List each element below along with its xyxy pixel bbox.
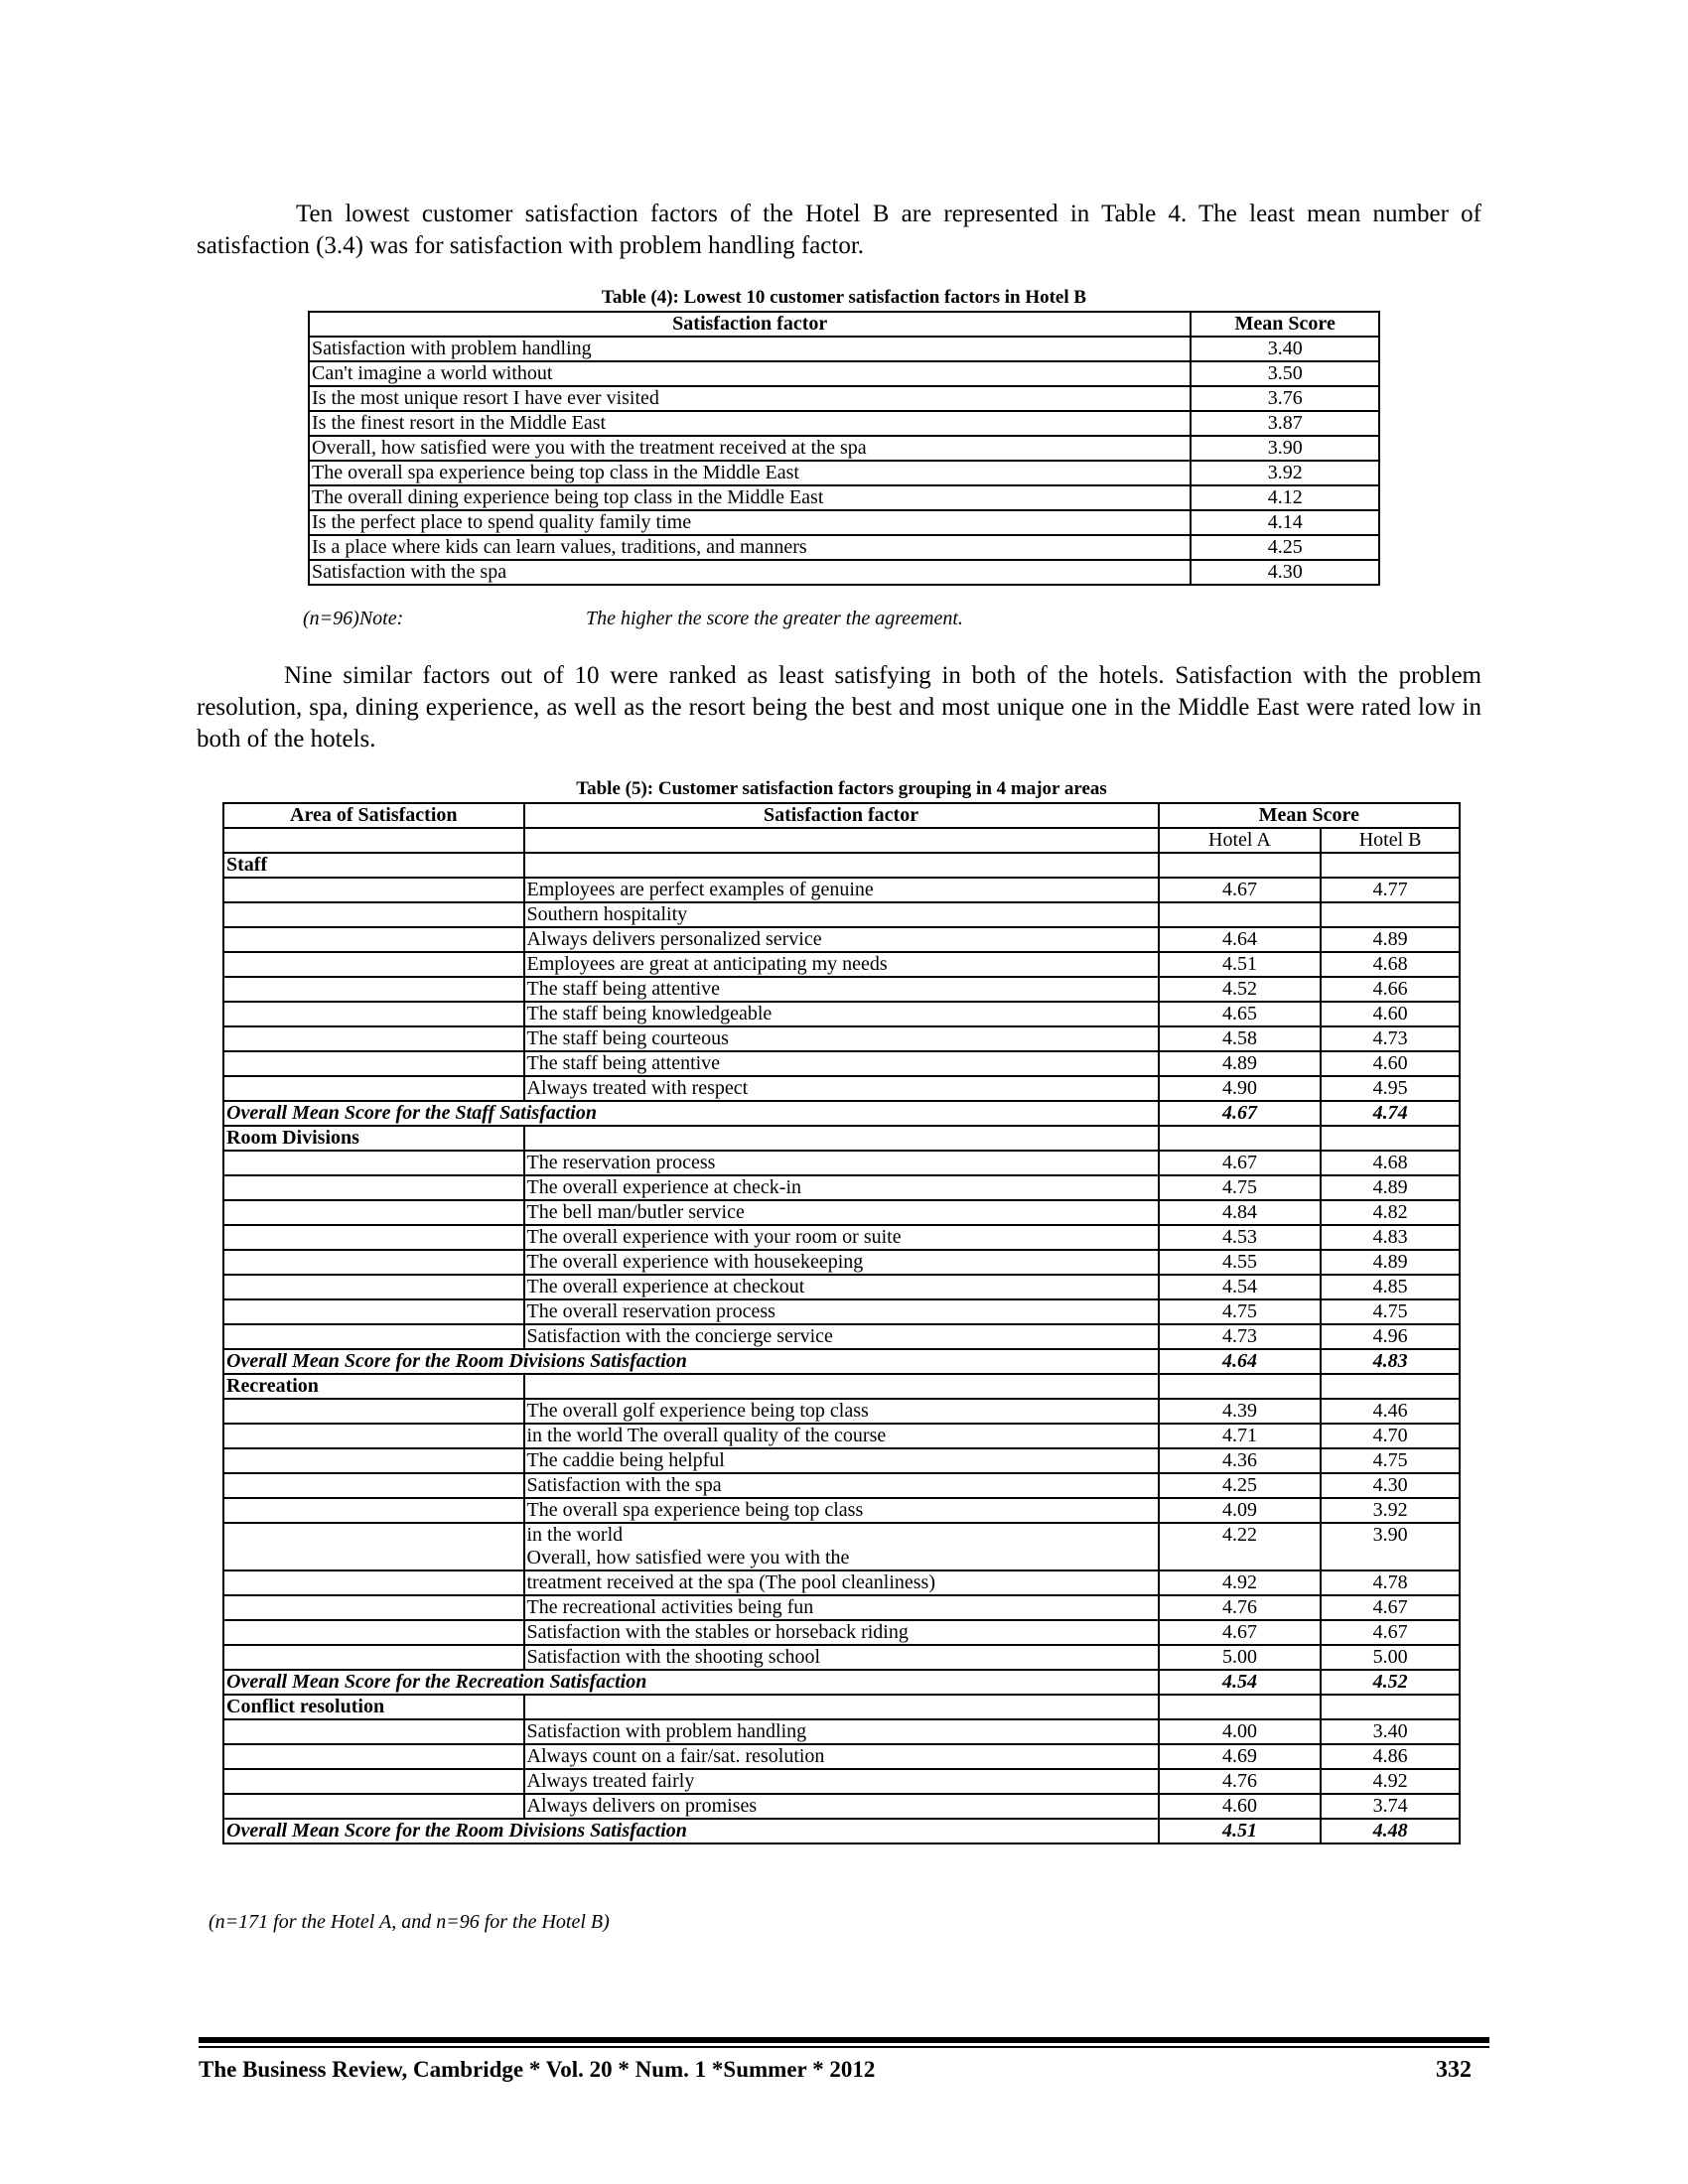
table5-hotel-b-cell: 4.75: [1321, 1299, 1460, 1324]
table5-hotel-a-cell: 4.25: [1159, 1473, 1322, 1498]
table5-col-hotel-b: Hotel B: [1321, 828, 1460, 853]
table5-hotel-b-cell: 4.89: [1321, 1250, 1460, 1275]
table5-hotel-b-cell: 4.67: [1321, 1595, 1460, 1620]
table5: [222, 802, 1461, 1844]
table5-empty-cell: [1159, 1695, 1322, 1719]
table5-overall-label: Overall Mean Score for the Staff Satisfaction: [223, 1101, 1159, 1126]
table5-empty-cell: [223, 1324, 524, 1349]
table5-row: [223, 878, 1460, 902]
table5-empty-cell: [223, 1769, 524, 1794]
table5-row: [223, 1523, 1460, 1570]
table5-row: [223, 1645, 1460, 1670]
table5-factor-cell: The overall reservation process: [524, 1299, 1159, 1324]
table5-hotel-a-cell: 4.00: [1159, 1719, 1322, 1744]
table5-factor-cell: Satisfaction with the shooting school: [524, 1645, 1159, 1670]
footer-journal: The Business Review, Cambridge * Vol. 20 * Num. 1 *Summer * 2012: [199, 2057, 876, 2082]
table5-overall-row: [223, 1349, 1460, 1374]
table5-empty-cell: [223, 1570, 524, 1595]
table5-hotel-b-cell: 4.60: [1321, 1051, 1460, 1076]
table5-hotel-b-cell: 4.70: [1321, 1424, 1460, 1448]
table5-factor-cell: [524, 1523, 1159, 1570]
table4-note-left: (n=96)Note:: [303, 608, 404, 629]
table5-empty-cell: [223, 1473, 524, 1498]
table4-factor-cell: Is a place where kids can learn values, traditions, and manners: [309, 535, 1191, 560]
table4-factor-cell: Overall, how satisfied were you with the treatment received at the spa: [309, 436, 1191, 461]
table5-hotel-a-cell: 4.39: [1159, 1399, 1322, 1424]
table5-empty-cell: [223, 1026, 524, 1051]
table5-hotel-a-cell: 4.58: [1159, 1026, 1322, 1051]
table5-hotel-b-cell: 4.96: [1321, 1324, 1460, 1349]
table5-hotel-a-cell: 5.00: [1159, 1645, 1322, 1670]
table5-empty-cell: [223, 1645, 524, 1670]
table5-empty-cell: [524, 1374, 1159, 1399]
table5-group-name: Staff: [223, 853, 524, 878]
table5-group-row: [223, 853, 1460, 878]
table5-row: [223, 1225, 1460, 1250]
intro-paragraph: [197, 199, 1481, 262]
table4-row: [309, 436, 1379, 461]
table5-factor-cell: Southern hospitality: [524, 902, 1159, 927]
table5-group-row: [223, 1126, 1460, 1151]
table4-col-factor: Satisfaction factor: [309, 312, 1191, 337]
table5-factor-cell: The staff being courteous: [524, 1026, 1159, 1051]
table5-hotel-a-cell: 4.54: [1159, 1275, 1322, 1299]
table5-factor-cell: The staff being knowledgeable: [524, 1002, 1159, 1026]
table5-factor-cell: The staff being attentive: [524, 1051, 1159, 1076]
table5-factor-cell: treatment received at the spa (The pool cleanliness): [524, 1570, 1159, 1595]
table5-empty-cell: [223, 1275, 524, 1299]
table4-header-row: [309, 312, 1379, 337]
table4-mean-cell: 4.30: [1191, 560, 1379, 585]
page-number: 332: [1436, 2057, 1472, 2083]
table5-empty-cell: [223, 977, 524, 1002]
table5-factor-cell: Always treated fairly: [524, 1769, 1159, 1794]
table5-hotel-a-cell: 4.76: [1159, 1769, 1322, 1794]
table5-hotel-b-cell: 3.92: [1321, 1498, 1460, 1523]
table5-overall-label: Overall Mean Score for the Recreation Satisfaction: [223, 1670, 1159, 1695]
table5-group-row: [223, 1374, 1460, 1399]
table5-overall-label: Overall Mean Score for the Room Divisions Satisfaction: [223, 1819, 1159, 1843]
table5-factor-cell: Satisfaction with the concierge service: [524, 1324, 1159, 1349]
table4-factor-cell: Is the perfect place to spend quality family time: [309, 510, 1191, 535]
table5-hotel-a-cell: 4.64: [1159, 927, 1322, 952]
table5-empty-cell: [1159, 1374, 1322, 1399]
table5-factor-cell: The overall experience with housekeeping: [524, 1250, 1159, 1275]
table5-hotel-a-cell: 4.51: [1159, 952, 1322, 977]
table5-hotel-a-cell: 4.89: [1159, 1051, 1322, 1076]
table5-factor-line: Overall, how satisfied were you with the: [526, 1547, 850, 1569]
table5-row: [223, 1250, 1460, 1275]
table5-factor-cell: The overall spa experience being top class: [524, 1498, 1159, 1523]
table5-hotel-a-cell: 4.84: [1159, 1200, 1322, 1225]
table4-factor-cell: Can't imagine a world without: [309, 361, 1191, 386]
table5-empty-cell: [1321, 1695, 1460, 1719]
table5-hotel-a-cell: 4.73: [1159, 1324, 1322, 1349]
table5-hotel-a-cell: 4.36: [1159, 1448, 1322, 1473]
table5-hotel-b-cell: 4.92: [1321, 1769, 1460, 1794]
table5-hotel-b-cell: 3.74: [1321, 1794, 1460, 1819]
table5-hotel-a-cell: 4.75: [1159, 1299, 1322, 1324]
table5-overall-hotel-a: 4.51: [1159, 1819, 1322, 1843]
table5-empty-cell: [223, 1498, 524, 1523]
table4-row: [309, 461, 1379, 485]
comparison-paragraph: [197, 660, 1481, 755]
table5-hotel-a-cell: 4.52: [1159, 977, 1322, 1002]
table5-hotel-b-cell: 4.73: [1321, 1026, 1460, 1051]
table5-overall-hotel-b: 4.83: [1321, 1349, 1460, 1374]
table5-factor-cell: The caddie being helpful: [524, 1448, 1159, 1473]
table4-mean-cell: 4.12: [1191, 485, 1379, 510]
table5-hotel-b-cell: 4.68: [1321, 952, 1460, 977]
table5-overall-row: [223, 1670, 1460, 1695]
table5-subheader-empty-area: [223, 828, 524, 853]
table5-col-hotel-a: Hotel A: [1159, 828, 1322, 853]
table5-row: [223, 1424, 1460, 1448]
table4-mean-cell: 3.40: [1191, 337, 1379, 361]
table5-note: (n=171 for the Hotel A, and n=96 for the Hotel B): [209, 1911, 610, 1933]
table5-empty-cell: [223, 1076, 524, 1101]
table5-hotel-a-cell: 4.53: [1159, 1225, 1322, 1250]
table4-mean-cell: 3.92: [1191, 461, 1379, 485]
table5-hotel-a-cell: 4.60: [1159, 1794, 1322, 1819]
table5-factor-cell: The overall experience at check-in: [524, 1175, 1159, 1200]
table5-empty-cell: [524, 1126, 1159, 1151]
table4: [308, 311, 1380, 586]
table5-factor-line: in the world: [526, 1524, 624, 1546]
table5-row: [223, 1498, 1460, 1523]
table4-factor-cell: Satisfaction with problem handling: [309, 337, 1191, 361]
table5-overall-row: [223, 1819, 1460, 1843]
table4-row: [309, 535, 1379, 560]
table4-mean-cell: 3.50: [1191, 361, 1379, 386]
table5-empty-cell: [223, 1794, 524, 1819]
table5-overall-hotel-b: 4.48: [1321, 1819, 1460, 1843]
table4-factor-cell: Is the finest resort in the Middle East: [309, 411, 1191, 436]
table5-factor-cell: The overall experience with your room or suite: [524, 1225, 1159, 1250]
table4-mean-cell: 3.87: [1191, 411, 1379, 436]
table5-empty-cell: [223, 1225, 524, 1250]
table5-group-name: Conflict resolution: [223, 1695, 524, 1719]
table5-hotel-a-cell: 4.22: [1159, 1523, 1322, 1570]
table5-overall-hotel-a: 4.54: [1159, 1670, 1322, 1695]
table5-hotel-a-cell: 4.76: [1159, 1595, 1322, 1620]
table5-row: [223, 1719, 1460, 1744]
table5-row: [223, 1744, 1460, 1769]
table5-empty-cell: [1159, 853, 1322, 878]
table5-factor-cell: Satisfaction with the spa: [524, 1473, 1159, 1498]
table5-row: [223, 1200, 1460, 1225]
table5-subheader-row: [223, 828, 1460, 853]
table4-factor-cell: Is the most unique resort I have ever visited: [309, 386, 1191, 411]
table5-hotel-a-cell: 4.92: [1159, 1570, 1322, 1595]
table5-overall-hotel-a: 4.67: [1159, 1101, 1322, 1126]
table5-row: [223, 1051, 1460, 1076]
table5-empty-cell: [223, 1424, 524, 1448]
table5-empty-cell: [524, 1695, 1159, 1719]
table5-header-row: [223, 803, 1460, 828]
table5-hotel-b-cell: 4.77: [1321, 878, 1460, 902]
table5-row: [223, 1175, 1460, 1200]
table5-hotel-b-cell: 4.89: [1321, 927, 1460, 952]
table5-hotel-a-cell: 4.90: [1159, 1076, 1322, 1101]
table4-mean-cell: 3.76: [1191, 386, 1379, 411]
table5-row: [223, 1620, 1460, 1645]
comparison-paragraph-text: Nine similar factors out of 10 were ranked as least satisfying in both of the hotels. Satisfaction with the problem resolution, spa, dining experience, as well as the resort being the best and most unique one in the Middle East were rated low in both of the hotels.: [197, 662, 1481, 752]
table5-hotel-a-cell: 4.55: [1159, 1250, 1322, 1275]
table5-group-row: [223, 1695, 1460, 1719]
intro-paragraph-text: Ten lowest customer satisfaction factors of the Hotel B are represented in Table 4. The least mean number of satisfaction (3.4) was for satisfaction with problem handling factor.: [197, 201, 1481, 259]
table5-factor-cell: Always delivers personalized service: [524, 927, 1159, 952]
table5-factor-cell: Satisfaction with problem handling: [524, 1719, 1159, 1744]
table5-caption: Table (5): Customer satisfaction factors grouping in 4 major areas: [576, 778, 1107, 799]
table5-overall-hotel-b: 4.52: [1321, 1670, 1460, 1695]
table5-factor-cell: The overall golf experience being top class: [524, 1399, 1159, 1424]
table5-hotel-a-cell: 4.75: [1159, 1175, 1322, 1200]
table5-row: [223, 1473, 1460, 1498]
table4-mean-cell: 4.25: [1191, 535, 1379, 560]
table5-empty-cell: [223, 1595, 524, 1620]
table4-row: [309, 361, 1379, 386]
table5-factor-cell: The recreational activities being fun: [524, 1595, 1159, 1620]
table5-empty-cell: [223, 1744, 524, 1769]
table5-hotel-a-cell: 4.65: [1159, 1002, 1322, 1026]
table5-empty-cell: [223, 1719, 524, 1744]
table5-row: [223, 1794, 1460, 1819]
table4-caption: Table (4): Lowest 10 customer satisfaction factors in Hotel B: [601, 287, 1087, 308]
table5-factor-cell: Satisfaction with the stables or horseback riding: [524, 1620, 1159, 1645]
table4-mean-cell: 4.14: [1191, 510, 1379, 535]
table5-hotel-a-cell: 4.69: [1159, 1744, 1322, 1769]
table5-empty-cell: [223, 952, 524, 977]
table5-empty-cell: [1321, 1126, 1460, 1151]
table5-group-name: Recreation: [223, 1374, 524, 1399]
table5-empty-cell: [524, 853, 1159, 878]
table5-hotel-b-cell: 4.86: [1321, 1744, 1460, 1769]
table5-empty-cell: [223, 1051, 524, 1076]
table5-hotel-b-cell: 4.89: [1321, 1175, 1460, 1200]
table5-hotel-b-cell: 4.78: [1321, 1570, 1460, 1595]
table5-row: [223, 977, 1460, 1002]
table5-empty-cell: [223, 1250, 524, 1275]
table5-hotel-b-cell: 4.75: [1321, 1448, 1460, 1473]
table5-empty-cell: [223, 927, 524, 952]
table4-factor-cell: The overall spa experience being top class in the Middle East: [309, 461, 1191, 485]
table5-empty-cell: [1321, 1374, 1460, 1399]
table5-empty-cell: [223, 902, 524, 927]
table5-empty-cell: [223, 1399, 524, 1424]
table4-note-right: The higher the score the greater the agreement.: [586, 608, 963, 629]
table5-factor-cell: Always delivers on promises: [524, 1794, 1159, 1819]
table5-subheader-empty-factor: [524, 828, 1159, 853]
footer-rule: [199, 2037, 1489, 2043]
table5-hotel-b-cell: 4.30: [1321, 1473, 1460, 1498]
table5-row: [223, 1324, 1460, 1349]
table5-factor-cell: Always count on a fair/sat. resolution: [524, 1744, 1159, 1769]
table5-factor-cell: Employees are perfect examples of genuine: [524, 878, 1159, 902]
table5-hotel-b-cell: 4.68: [1321, 1151, 1460, 1175]
table4-row: [309, 510, 1379, 535]
table5-row: [223, 902, 1460, 927]
table5-hotel-b-cell: 4.67: [1321, 1620, 1460, 1645]
table5-row: [223, 1076, 1460, 1101]
table5-row: [223, 952, 1460, 977]
table5-hotel-b-cell: 4.66: [1321, 977, 1460, 1002]
table5-empty-cell: [223, 1523, 524, 1570]
table5-overall-label: Overall Mean Score for the Room Divisions Satisfaction: [223, 1349, 1159, 1374]
table5-factor-cell: in the world The overall quality of the course: [524, 1424, 1159, 1448]
table5-hotel-b-cell: 4.82: [1321, 1200, 1460, 1225]
table5-factor-cell: The staff being attentive: [524, 977, 1159, 1002]
table5-hotel-a-cell: 4.09: [1159, 1498, 1322, 1523]
table5-hotel-b-cell: 4.46: [1321, 1399, 1460, 1424]
table4-row: [309, 485, 1379, 510]
table4-row: [309, 386, 1379, 411]
table4-mean-cell: 3.90: [1191, 436, 1379, 461]
table5-factor-cell: The reservation process: [524, 1151, 1159, 1175]
table5-row: [223, 1399, 1460, 1424]
table5-col-area: Area of Satisfaction: [223, 803, 524, 828]
table5-row: [223, 1595, 1460, 1620]
table5-empty-cell: [223, 1175, 524, 1200]
table4-factor-cell: Satisfaction with the spa: [309, 560, 1191, 585]
table5-hotel-a-cell: 4.67: [1159, 878, 1322, 902]
table5-row: [223, 1151, 1460, 1175]
table4-col-mean: Mean Score: [1191, 312, 1379, 337]
table5-empty-cell: [223, 1620, 524, 1645]
table5-hotel-b-cell: 3.40: [1321, 1719, 1460, 1744]
table5-row: [223, 1769, 1460, 1794]
table5-factor-cell: The bell man/butler service: [524, 1200, 1159, 1225]
table5-empty-cell: [223, 1151, 524, 1175]
table5-empty-cell: [1321, 853, 1460, 878]
table5-hotel-b-cell: 4.83: [1321, 1225, 1460, 1250]
table5-row: [223, 1275, 1460, 1299]
table5-empty-cell: [223, 1200, 524, 1225]
table5-hotel-b-cell: 4.60: [1321, 1002, 1460, 1026]
table5-hotel-b-cell: 4.85: [1321, 1275, 1460, 1299]
table5-hotel-a-cell: 4.67: [1159, 1151, 1322, 1175]
table5-hotel-b-cell: 3.90: [1321, 1523, 1460, 1570]
table5-overall-hotel-b: 4.74: [1321, 1101, 1460, 1126]
table5-row: [223, 927, 1460, 952]
table5-row: [223, 1570, 1460, 1595]
table5-row: [223, 1299, 1460, 1324]
table4-factor-cell: The overall dining experience being top class in the Middle East: [309, 485, 1191, 510]
table4-row: [309, 411, 1379, 436]
table5-group-name: Room Divisions: [223, 1126, 524, 1151]
table5-empty-cell: [1159, 1126, 1322, 1151]
table4-row: [309, 337, 1379, 361]
table4-row: [309, 560, 1379, 585]
table5-col-mean: Mean Score: [1159, 803, 1460, 828]
footer-rule-thin: [199, 2046, 1489, 2048]
table5-empty-cell: [223, 1299, 524, 1324]
table5-hotel-a-cell: 4.71: [1159, 1424, 1322, 1448]
table5-hotel-a-cell: [1159, 902, 1322, 927]
table5-col-factor: Satisfaction factor: [524, 803, 1159, 828]
table5-hotel-b-cell: 4.95: [1321, 1076, 1460, 1101]
table5-hotel-a-cell: 4.67: [1159, 1620, 1322, 1645]
table5-factor-cell: The overall experience at checkout: [524, 1275, 1159, 1299]
table5-overall-hotel-a: 4.64: [1159, 1349, 1322, 1374]
table5-hotel-b-cell: 5.00: [1321, 1645, 1460, 1670]
table5-empty-cell: [223, 1002, 524, 1026]
table5-empty-cell: [223, 878, 524, 902]
table5-row: [223, 1448, 1460, 1473]
table5-empty-cell: [223, 1448, 524, 1473]
table5-hotel-b-cell: [1321, 902, 1460, 927]
table5-overall-row: [223, 1101, 1460, 1126]
table5-row: [223, 1026, 1460, 1051]
table5-factor-cell: Employees are great at anticipating my needs: [524, 952, 1159, 977]
table5-factor-cell: Always treated with respect: [524, 1076, 1159, 1101]
table5-row: [223, 1002, 1460, 1026]
